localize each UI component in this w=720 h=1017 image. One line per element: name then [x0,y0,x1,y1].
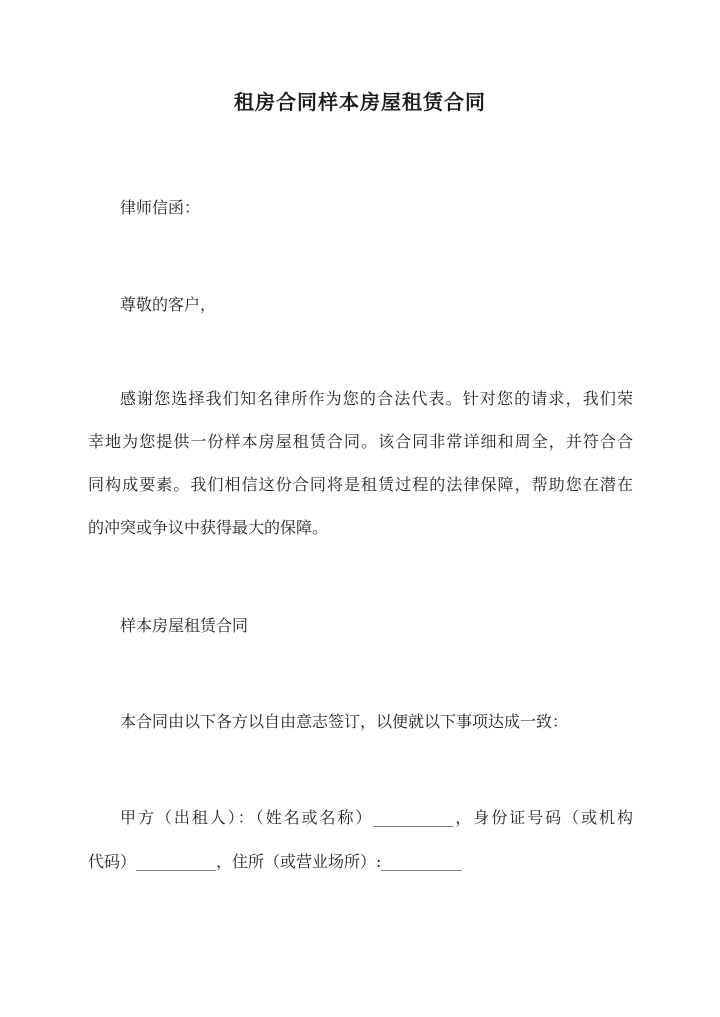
intro-line-4: 的冲突或争议中获得最大的保障。 [88,518,329,537]
intro-line-2: 幸地为您提供一份样本房屋租赁合同。该合同非常详细和周全，并符合合 [88,432,633,451]
salutation-heading: 律师信函： [120,198,201,217]
party-a-line-2: 代码）__________，住所（或营业场所）:__________ [88,852,462,871]
document-title: 租房合同样本房屋租赁合同 [234,90,486,114]
greeting: 尊敬的客户， [120,295,217,314]
contract-heading: 样本房屋租赁合同 [120,616,249,635]
intro-line-3: 同构成要素。我们相信这份合同将是租赁过程的法律保障，帮助您在潜在 [88,475,633,494]
party-a-line-1: 甲方（出租人）：（姓名或名称）__________，身份证号码（或机构 [120,808,633,827]
intro-line-1: 感谢您选择我们知名律所作为您的合法代表。针对您的请求，我们荣 [120,389,633,408]
contract-preamble: 本合同由以下各方以自由意志签订，以便就以下事项达成一致： [120,712,569,731]
